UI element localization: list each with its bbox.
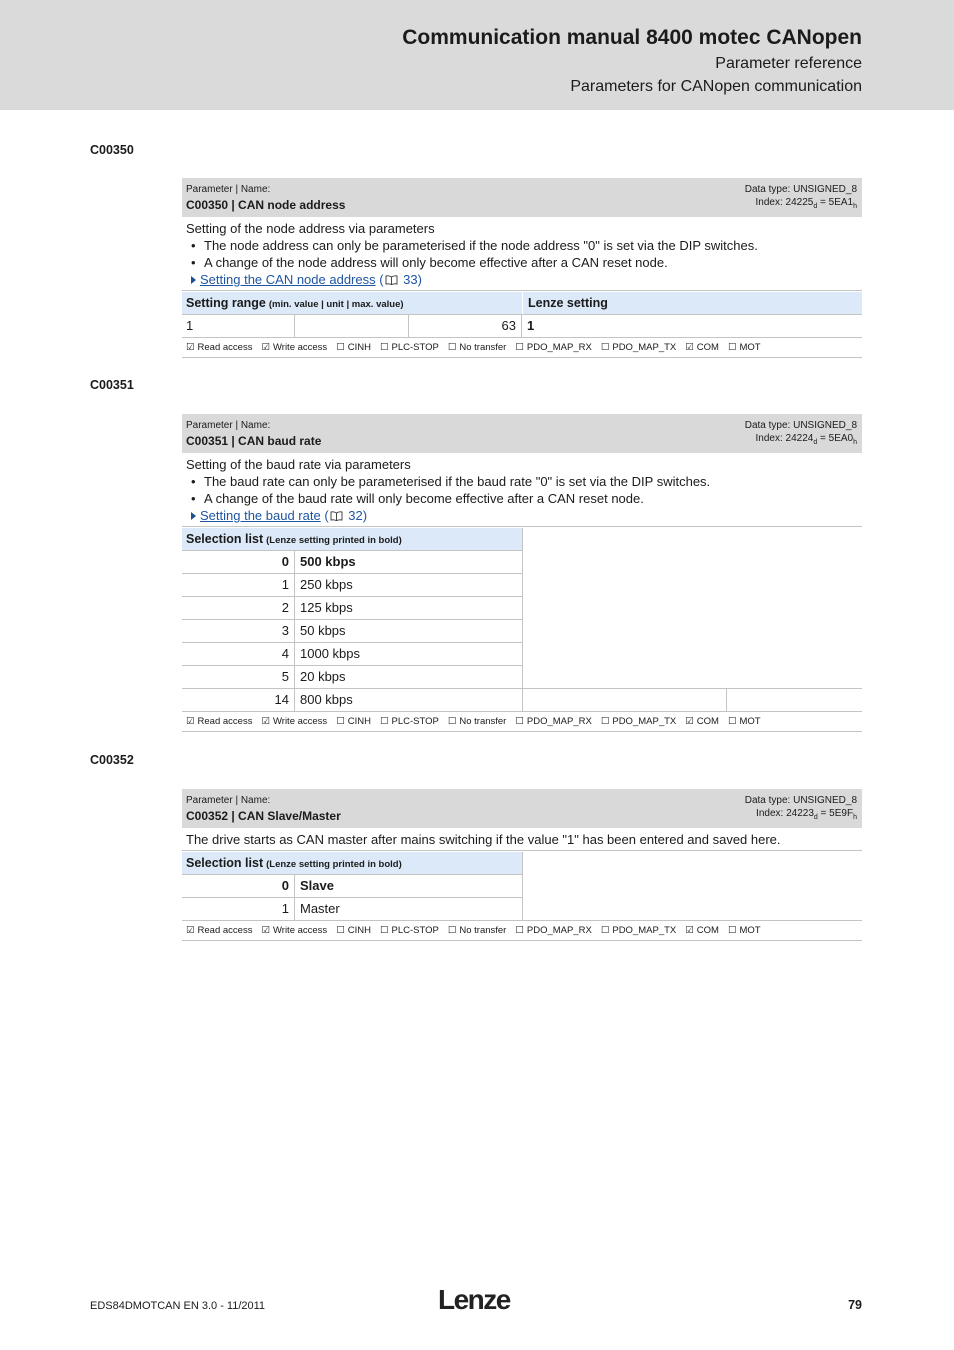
book-icon xyxy=(330,511,343,521)
access-flag-label: No transfer xyxy=(459,716,507,727)
access-flag-label: COM xyxy=(696,925,719,936)
checkbox-checked-icon: ☑ xyxy=(685,716,694,727)
access-flag-no-transfer xyxy=(448,716,507,727)
checkbox-unchecked-icon: ☐ xyxy=(600,925,610,936)
checkbox-unchecked-icon: ☐ xyxy=(727,342,737,353)
page-ref-open[interactable]: ( xyxy=(320,508,329,523)
selection-list-title: Selection list xyxy=(186,856,264,870)
access-flag-label: PDO_MAP_TX xyxy=(612,716,677,727)
selection-list-header xyxy=(182,528,522,550)
option-value: 1 xyxy=(182,574,295,596)
parameter-name: C00352 | CAN Slave/Master xyxy=(186,809,341,823)
parameter-header xyxy=(182,414,862,453)
checkbox-unchecked-icon: ☐ xyxy=(515,342,524,353)
access-flag-com xyxy=(685,925,719,936)
checkbox-unchecked-icon: ☐ xyxy=(600,342,610,353)
access-flag-label: Write access xyxy=(272,716,328,727)
max-value: 63 xyxy=(409,315,522,337)
option-label: 500 kbps xyxy=(300,554,356,569)
access-flag-pdo-map-rx xyxy=(515,716,591,727)
blank-cell xyxy=(523,528,862,688)
setting-range-title: Setting range xyxy=(186,296,266,310)
access-flag-com xyxy=(685,716,719,727)
selection-option xyxy=(182,596,522,619)
selection-option xyxy=(182,619,522,642)
checkbox-checked-icon: ☑ xyxy=(186,716,195,727)
bullet-glyph: • xyxy=(191,474,196,489)
selection-list-title: Selection list xyxy=(186,532,264,546)
access-flag-cinh xyxy=(336,342,371,353)
parameter-table xyxy=(182,414,862,732)
selection-list-column xyxy=(182,528,522,711)
access-flag-label: MOT xyxy=(739,716,761,727)
checkbox-unchecked-icon: ☐ xyxy=(336,716,345,727)
cross-reference xyxy=(186,507,862,524)
parameter-description xyxy=(182,828,862,851)
access-flag-label: Write access xyxy=(272,342,328,353)
access-flag-mot xyxy=(728,925,761,936)
bullet-glyph: • xyxy=(191,255,196,270)
selection-option xyxy=(182,573,522,596)
index-decimal: Index: 24225 xyxy=(755,197,814,208)
option-label: 250 kbps xyxy=(300,577,353,592)
book-icon xyxy=(385,275,398,285)
parameter-index xyxy=(756,433,858,446)
manual-title: Communication manual 8400 motec CANopen xyxy=(402,26,862,49)
access-flag-label: Read access xyxy=(197,342,253,353)
selection-list-header xyxy=(182,852,522,874)
option-value: 4 xyxy=(182,643,295,665)
access-flag-label: PLC-STOP xyxy=(391,342,439,353)
access-flag-label: PDO_MAP_RX xyxy=(526,716,592,727)
checkbox-unchecked-icon: ☐ xyxy=(515,925,524,936)
option-value: 0 xyxy=(182,551,295,573)
access-flag-mot xyxy=(728,716,761,727)
index-hex: = 5E9F xyxy=(817,808,854,819)
description-text: Setting of the node address via parameters xyxy=(186,221,435,236)
setting-range-values xyxy=(182,315,862,338)
index-decimal-suffix: d xyxy=(813,203,818,210)
checkbox-checked-icon: ☑ xyxy=(685,925,694,936)
parameter-name-caption: Parameter | Name: xyxy=(186,184,271,195)
option-label: Slave xyxy=(300,878,334,893)
access-flag-no-transfer xyxy=(448,342,507,353)
section-code: C00350 xyxy=(90,143,134,157)
option-value: 5 xyxy=(182,666,295,688)
setting-range-hint: (min. value | unit | max. value) xyxy=(268,299,404,310)
bullet-item xyxy=(186,473,862,490)
lenze-setting-value: 1 xyxy=(527,318,535,333)
triangle-right-icon xyxy=(191,512,196,520)
access-flag-label: Write access xyxy=(272,925,328,936)
cross-reference xyxy=(186,271,862,288)
parameter-name: C00351 | CAN baud rate xyxy=(186,434,322,448)
parameter-table xyxy=(182,789,862,941)
selection-list-column xyxy=(182,852,522,920)
access-flag-label: PDO_MAP_RX xyxy=(526,925,592,936)
parameter-description xyxy=(182,217,862,291)
index-hex-suffix: h xyxy=(853,439,857,446)
index-hex-suffix: h xyxy=(853,814,857,821)
parameter-table xyxy=(182,178,862,358)
bullet-text: The node address can only be parameterised if the node address "0" is set via the DIP switches. xyxy=(204,238,758,253)
access-flag-plc-stop xyxy=(380,925,439,936)
section-title: Parameters for CANopen communication xyxy=(570,78,862,95)
description-text: The drive starts as CAN master after mains switching if the value "1" has been entered and saved here. xyxy=(186,832,781,847)
blank-row xyxy=(523,688,862,711)
checkbox-unchecked-icon: ☐ xyxy=(515,716,524,727)
parameter-name: C00350 | CAN node address xyxy=(186,198,346,212)
selection-list-blank-area xyxy=(522,852,862,920)
blank-cell xyxy=(523,852,862,920)
index-hex-suffix: h xyxy=(853,203,857,210)
option-value: 14 xyxy=(182,689,295,711)
bullet-item xyxy=(186,254,862,271)
blank-cell xyxy=(523,689,727,711)
checkbox-unchecked-icon: ☐ xyxy=(600,716,610,727)
access-flag-plc-stop xyxy=(380,342,439,353)
index-hex: = 5EA0 xyxy=(817,433,854,444)
checkbox-unchecked-icon: ☐ xyxy=(447,925,457,936)
data-type: Data type: UNSIGNED_8 xyxy=(744,184,857,195)
access-flag-write-access xyxy=(261,925,327,936)
access-flag-label: Read access xyxy=(197,716,253,727)
lenze-logo: Lenze xyxy=(438,1284,510,1315)
checkbox-unchecked-icon: ☐ xyxy=(336,925,345,936)
checkbox-checked-icon: ☑ xyxy=(261,925,270,936)
access-flag-mot xyxy=(728,342,761,353)
selection-list-blank-area xyxy=(522,528,862,711)
description-text: Setting of the baud rate via parameters xyxy=(186,457,411,472)
checkbox-unchecked-icon: ☐ xyxy=(727,716,737,727)
access-flag-com xyxy=(685,342,719,353)
selection-option xyxy=(182,897,522,920)
selection-option xyxy=(182,642,522,665)
selection-list xyxy=(182,528,862,711)
access-flags xyxy=(182,920,862,941)
index-hex: = 5EA1 xyxy=(817,197,854,208)
option-label: 125 kbps xyxy=(300,600,353,615)
access-flag-label: MOT xyxy=(739,342,761,353)
bullet-list xyxy=(186,237,862,271)
checkbox-checked-icon: ☑ xyxy=(186,342,195,353)
access-flag-label: CINH xyxy=(347,925,371,936)
access-flag-label: PLC-STOP xyxy=(391,925,439,936)
access-flag-label: PLC-STOP xyxy=(391,716,439,727)
page-ref[interactable]: 33) xyxy=(399,272,422,287)
bullet-text: A change of the baud rate will only become effective after a CAN reset node. xyxy=(204,491,644,506)
selection-option xyxy=(182,665,522,688)
page-number: 79 xyxy=(848,1298,862,1312)
chapter-title: Parameter reference xyxy=(715,55,862,72)
parameter-index xyxy=(756,197,858,210)
access-flag-label: Read access xyxy=(197,925,253,936)
access-flag-read-access xyxy=(186,342,252,353)
access-flag-label: COM xyxy=(696,716,719,727)
selection-options xyxy=(182,550,522,711)
access-flag-write-access xyxy=(261,342,327,353)
bullet-list xyxy=(186,473,862,507)
lenze-setting-title: Lenze setting xyxy=(528,296,608,310)
selection-list xyxy=(182,852,862,920)
min-value: 1 xyxy=(182,315,295,337)
section-code: C00351 xyxy=(90,378,134,392)
access-flag-label: PDO_MAP_TX xyxy=(612,342,677,353)
access-flag-read-access xyxy=(186,925,252,936)
access-flags xyxy=(182,338,862,358)
checkbox-unchecked-icon: ☐ xyxy=(727,925,737,936)
checkbox-unchecked-icon: ☐ xyxy=(379,342,389,353)
access-flag-label: PDO_MAP_TX xyxy=(612,925,677,936)
bullet-glyph: • xyxy=(191,238,196,253)
document-id: EDS84DMOTCAN EN 3.0 - 11/2011 xyxy=(90,1300,266,1312)
parameter-header xyxy=(182,789,862,828)
access-flag-label: MOT xyxy=(739,925,761,936)
access-flag-write-access xyxy=(261,716,327,727)
setting-range-header xyxy=(182,292,862,315)
access-flag-cinh xyxy=(336,925,371,936)
option-label: 50 kbps xyxy=(300,623,346,638)
checkbox-unchecked-icon: ☐ xyxy=(336,342,345,353)
option-value: 0 xyxy=(182,875,295,897)
access-flag-pdo-map-tx xyxy=(601,342,676,353)
option-value: 1 xyxy=(182,898,295,920)
page-ref[interactable]: 32) xyxy=(344,508,368,523)
parameter-name-caption: Parameter | Name: xyxy=(186,420,271,431)
bullet-text: A change of the node address will only become effective after a CAN reset node. xyxy=(204,255,668,270)
index-decimal-suffix: d xyxy=(813,814,818,821)
bullet-glyph: • xyxy=(191,491,196,506)
unit-value xyxy=(295,315,409,337)
data-type: Data type: UNSIGNED_8 xyxy=(744,420,857,431)
bullet-text: The baud rate can only be parameterised if the baud rate "0" is set via the DIP switches. xyxy=(204,474,711,489)
index-decimal: Index: 24224 xyxy=(755,433,814,444)
checkbox-checked-icon: ☑ xyxy=(685,342,694,353)
option-label: 800 kbps xyxy=(300,692,353,707)
page-ref-open[interactable]: ( xyxy=(375,272,384,287)
access-flag-label: No transfer xyxy=(459,342,507,353)
access-flag-cinh xyxy=(336,716,371,727)
triangle-right-icon xyxy=(191,276,196,284)
access-flag-label: CINH xyxy=(347,342,371,353)
option-value: 3 xyxy=(182,620,295,642)
header-band xyxy=(0,0,954,110)
option-label: 1000 kbps xyxy=(300,646,360,661)
section-code: C00352 xyxy=(90,753,134,767)
option-label: Master xyxy=(300,901,340,916)
checkbox-unchecked-icon: ☐ xyxy=(447,716,457,727)
parameter-header xyxy=(182,178,862,217)
selection-list-hint: (Lenze setting printed in bold) xyxy=(266,535,402,546)
selection-option xyxy=(182,550,522,573)
access-flag-pdo-map-tx xyxy=(601,925,676,936)
bullet-item xyxy=(186,237,862,254)
selection-option xyxy=(182,874,522,897)
checkbox-unchecked-icon: ☐ xyxy=(379,716,389,727)
access-flag-label: CINH xyxy=(347,716,371,727)
access-flag-pdo-map-tx xyxy=(601,716,676,727)
access-flag-plc-stop xyxy=(380,716,439,727)
bullet-item xyxy=(186,490,862,507)
parameter-name-caption: Parameter | Name: xyxy=(186,795,271,806)
access-flag-label: COM xyxy=(696,342,719,353)
checkbox-unchecked-icon: ☐ xyxy=(379,925,389,936)
data-type: Data type: UNSIGNED_8 xyxy=(744,795,857,806)
option-value: 2 xyxy=(182,597,295,619)
index-decimal-suffix: d xyxy=(813,439,818,446)
access-flag-label: No transfer xyxy=(459,925,507,936)
lenze-setting-caption xyxy=(522,292,862,314)
access-flag-pdo-map-rx xyxy=(515,925,591,936)
access-flag-label: PDO_MAP_RX xyxy=(526,342,592,353)
option-label: 20 kbps xyxy=(300,669,346,684)
access-flags xyxy=(182,711,862,732)
checkbox-checked-icon: ☑ xyxy=(186,925,195,936)
cross-reference-link[interactable]: Setting the CAN node address xyxy=(200,272,376,287)
parameter-description xyxy=(182,453,862,527)
checkbox-checked-icon: ☑ xyxy=(261,716,270,727)
selection-list-hint: (Lenze setting printed in bold) xyxy=(266,859,402,870)
cross-reference-link[interactable]: Setting the baud rate xyxy=(200,508,321,523)
checkbox-unchecked-icon: ☐ xyxy=(447,342,457,353)
parameter-index xyxy=(756,808,857,821)
access-flag-no-transfer xyxy=(448,925,507,936)
selection-options xyxy=(182,874,522,920)
access-flag-read-access xyxy=(186,716,252,727)
selection-option xyxy=(182,688,522,711)
setting-range-caption xyxy=(182,292,522,314)
index-decimal: Index: 24223 xyxy=(756,808,814,819)
checkbox-checked-icon: ☑ xyxy=(261,342,270,353)
access-flag-pdo-map-rx xyxy=(515,342,591,353)
